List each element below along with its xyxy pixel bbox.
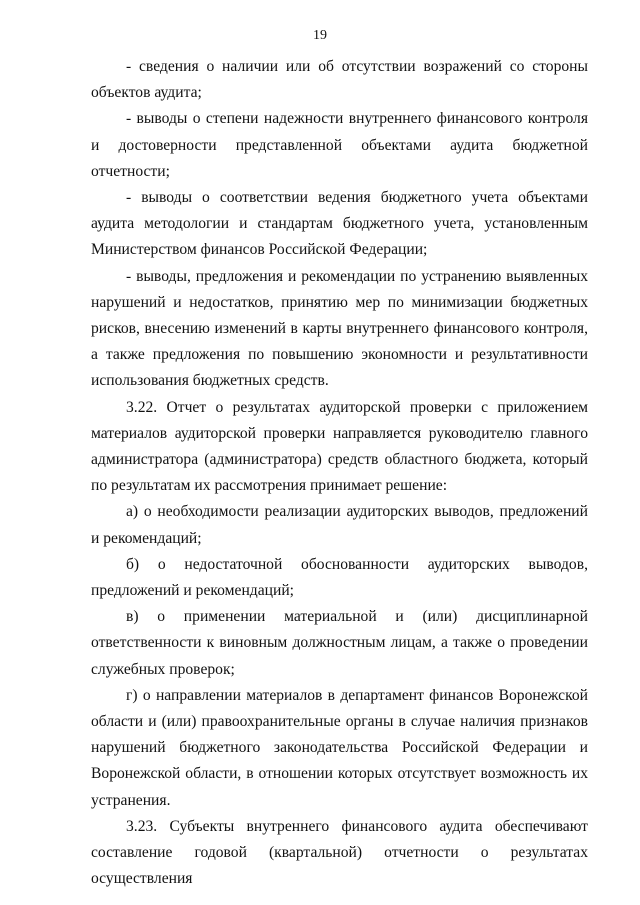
paragraph-recommendations: - выводы, предложения и рекомендации по устранению выявленных нарушений и недостатков, принятию мер по минимизации бюджетных рисков, внесению изменений в карты внутреннего финансового контроля, а также предложения по повышению экономности и результативности использования бюджетных средств. — [91, 267, 588, 390]
paragraph-section-3-23: 3.23. Субъекты внутреннего финансового аудита обеспечивают составление годовой (квартальной) отчетности о результатах осуществления — [91, 817, 588, 888]
paragraph-section-3-22: 3.22. Отчет о результатах аудиторской проверки с приложением материалов аудиторской проверки направляется руководителю главного администратора (администратора) средств областного бюджета, который по результатам их рассмотрения принимает решение: — [91, 398, 588, 495]
paragraph-objections-info: - сведения о наличии или об отсутствии возражений со стороны объектов аудита; — [91, 58, 588, 102]
paragraph-control-reliability: - выводы о степени надежности внутреннего финансового контроля и достоверности представленной объектами аудита бюджетной отчетности; — [91, 110, 588, 180]
paragraph-decision-a: а) о необходимости реализации аудиторских выводов, предложений и рекомендаций; — [91, 503, 588, 547]
page-number: 19 — [313, 28, 327, 43]
paragraph-decision-d: г) о направлении материалов в департамент финансов Воронежской области и (или) правоохранительные органы в случае наличия признаков нарушений бюджетного законодательства Российской Федерации и Воронежской области, в отношении которых отсутствует возможность их устранения. — [91, 686, 588, 809]
paragraph-decision-c: в) о применении материальной и (или) дисциплинарной ответственности к виновным должностным лицам, а также о проведении служебных проверок; — [91, 608, 588, 678]
document-body — [91, 54, 588, 893]
paragraph-accounting-compliance: - выводы о соответствии ведения бюджетного учета объектами аудита методологии и стандартам бюджетного учета, установленным Министерством финансов Российской Федерации; — [91, 189, 588, 259]
paragraph-decision-b: б) о недостаточной обоснованности аудиторских выводов, предложений и рекомендаций; — [91, 555, 588, 600]
